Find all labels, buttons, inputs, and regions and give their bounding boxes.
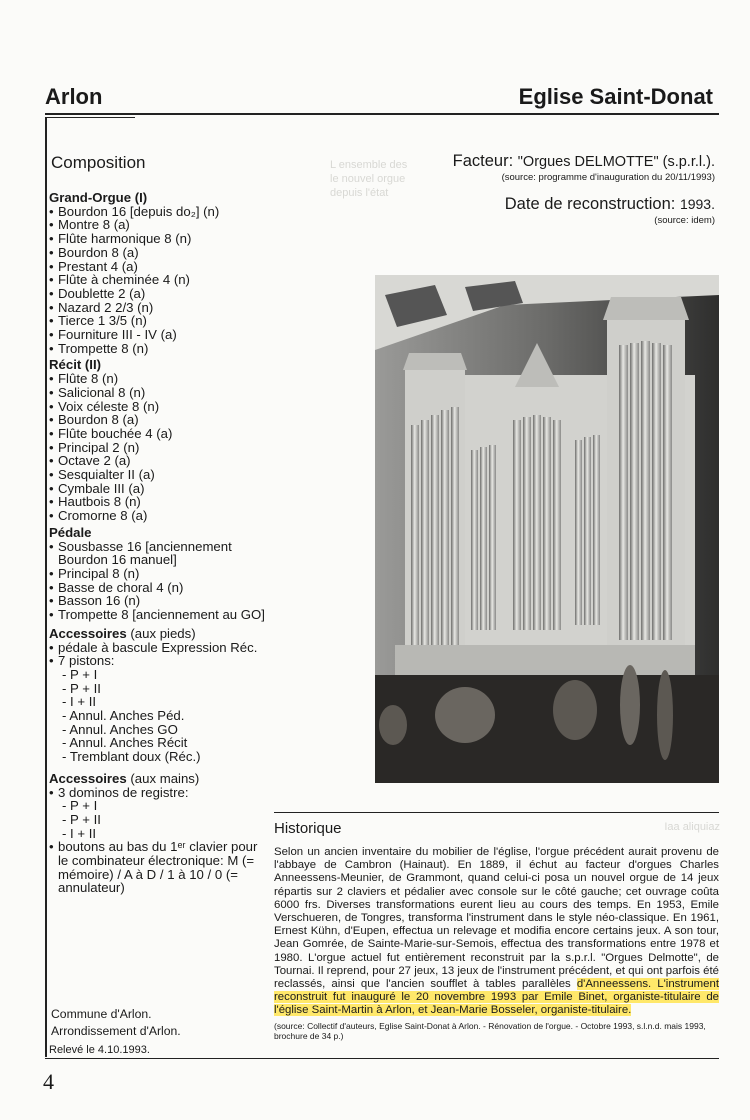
accessoires-note: (aux mains)	[130, 770, 200, 786]
reconstruction-value: 1993.	[679, 196, 715, 212]
column-top-rule	[45, 117, 135, 118]
facteur-value: "Orgues DELMOTTE" (s.p.r.l.).	[517, 154, 715, 170]
organ-photo-graphic	[375, 275, 719, 783]
stop-item: • Nazard 2 2/3 (n)	[49, 301, 279, 315]
arrondissement-line: Arrondissement d'Arlon.	[51, 1024, 181, 1038]
stop-item: • Tierce 1 3/5 (n)	[49, 314, 279, 328]
domino-item: - P + I	[62, 798, 98, 814]
stop-item: • Cromorne 8 (a)	[49, 509, 279, 523]
composition-title: Composition	[51, 153, 146, 172]
historique-body	[274, 846, 719, 1041]
accessoires-label: Accessoires	[49, 770, 127, 786]
releve-date: Relevé le 4.10.1993.	[49, 1044, 150, 1056]
stop-item: • Principal 8 (n)	[49, 567, 279, 581]
accessoires-label: Accessoires	[49, 625, 127, 641]
history-rule	[274, 812, 719, 813]
stop-item: • Sesquialter II (a)	[49, 468, 279, 482]
domino-item: - P + II	[62, 811, 101, 827]
stop-item: • Flûte harmonique 8 (n)	[49, 232, 279, 246]
piston-item: - Annul. Anches GO	[62, 721, 178, 737]
stop-item: • Sousbasse 16 [anciennement Bourdon 16 manuel]	[49, 540, 279, 567]
stop-item: • Bourdon 16 [depuis do₂] (n)	[49, 205, 279, 219]
reconstruction-line	[395, 195, 715, 214]
show-through-text: L ensemble des le nouvel orgue depuis l'état	[330, 159, 408, 199]
commune-line: Commune d'Arlon.	[51, 1007, 152, 1021]
builder-info	[395, 152, 715, 226]
section-heading: Pédale	[49, 524, 92, 540]
section-heading: Récit (II)	[49, 357, 102, 373]
stop-item: • Basson 16 (n)	[49, 594, 279, 608]
historique-source: (source: Collectif d'auteurs, Eglise Saint-Donat à Arlon. - Rénovation de l'orgue. - Octobre 1993, s.l.n.d. mais 1993, brochure de 34 p.)	[274, 1020, 706, 1041]
organ-photo	[375, 275, 719, 783]
stop-item: • Bourdon 8 (a)	[49, 413, 279, 427]
piston-item: - P + I	[62, 666, 98, 682]
stop-item: • Salicional 8 (n)	[49, 386, 279, 400]
reconstruction-label: Date de reconstruction:	[504, 195, 676, 213]
piston-item: - P + II	[62, 680, 101, 696]
piston-item: - Tremblant doux (Réc.)	[62, 749, 201, 765]
stop-item: • Voix céleste 8 (n)	[49, 400, 279, 414]
reconstruction-source: (source: idem)	[654, 215, 715, 226]
stop-item: • Flûte 8 (n)	[49, 372, 279, 386]
historique-highlighted-text: d'Anneessens. L'instrument reconstruit fut inauguré le 20 novembre 1993 par Emile Binet, organiste-titulaire de l'église Saint-Martin à Arlon, et Jean-Marie Bosseler, organiste-titulaire.	[274, 978, 719, 1017]
stop-item: • Principal 2 (n)	[49, 441, 279, 455]
piston-item: - Annul. Anches Récit	[62, 735, 188, 751]
accessory-item: • 7 pistons:	[49, 654, 279, 668]
stop-item: • Hautbois 8 (n)	[49, 495, 279, 509]
stop-item: • Prestant 4 (a)	[49, 260, 279, 274]
section-heading	[49, 772, 279, 786]
page-number: 4	[43, 1069, 54, 1094]
show-through-text: Iaa aliquiaz	[664, 821, 720, 833]
section-heading	[49, 627, 279, 641]
accessory-item: • 3 dominos de registre:	[49, 786, 279, 800]
footer-commune	[51, 1006, 181, 1040]
accessory-item: • boutons au bas du 1ᵉʳ clavier pour le combinateur électronique: M (= mémoire) / A à D / 1 à 10 / 0 (= annulateur)	[49, 840, 258, 895]
stop-item: • Cymbale III (a)	[49, 482, 279, 496]
stop-item: • Octave 2 (a)	[49, 454, 279, 468]
facteur-label: Facteur:	[452, 152, 514, 170]
stop-item: • Bourdon 8 (a)	[49, 246, 279, 260]
facteur-source: (source: programme d'inauguration du 20/11/1993)	[501, 172, 715, 183]
stop-item: • Basse de choral 4 (n)	[49, 581, 279, 595]
stop-item: • Flûte bouchée 4 (a)	[49, 427, 279, 441]
facteur-line	[395, 152, 715, 171]
church-title: Eglise Saint-Donat	[518, 84, 713, 109]
domino-item: - I + II	[62, 825, 97, 841]
top-rule	[45, 113, 719, 115]
piston-item: - I + II	[62, 694, 97, 710]
piston-item: - Annul. Anches Péd.	[62, 708, 185, 724]
historique-text: Selon un ancien inventaire du mobilier de l'église, l'orgue précédent aurait provenu de l'abbaye de Cambron (Hainaut). En 1889, il échut au facteur d'orgues Charles Anneessens-Meunier, de Grammont, quand celui-ci posa un nouvel orgue de 14 jeux répartis sur 2 claviers et pédalier avec console sur le côté gauche; cet ouvrage coûta 6000 frs. Diverses transformations eurent lieu au cours des temps. En 1953, Emile Verschueren, de Tongres, transforma l'instrument dans le style néo-classique. En 1961, Ernest Kühn, d'Eupen, effectua un relevage et modifia encore certains jeux. A son tour, Jean Gomrée, de Sainte-Marie-sur-Semois, effectua des transformations entre 1978 et 1980. L'orgue actuel fut entièrement reconstruit par la s.p.r.l. "Orgues Delmotte", de Tournai. Il reprend, pour 27 jeux, 13 jeux de l'instrument précédent, et qui ont parfois été reclassés, ainsi que l'ancien soufflet à tables parallèles	[274, 846, 719, 991]
stop-item: • Montre 8 (a)	[49, 218, 279, 232]
bottom-rule	[45, 1058, 719, 1059]
stop-item: • Doublette 2 (a)	[49, 287, 279, 301]
accessoires-note: (aux pieds)	[130, 625, 196, 641]
stop-item: • Fourniture III - IV (a)	[49, 328, 279, 342]
accessory-item: • pédale à bascule Expression Réc.	[49, 641, 279, 655]
stop-list	[49, 188, 279, 895]
stop-item: • Flûte à cheminée 4 (n)	[49, 273, 279, 287]
stop-item: • Trompette 8 [anciennement au GO]	[49, 608, 279, 622]
historique-title: Historique	[274, 820, 342, 837]
column-rule	[45, 117, 47, 1057]
stop-item: • Trompette 8 (n)	[49, 342, 279, 356]
section-heading: Grand-Orgue (I)	[49, 190, 148, 205]
city-title: Arlon	[45, 84, 103, 109]
